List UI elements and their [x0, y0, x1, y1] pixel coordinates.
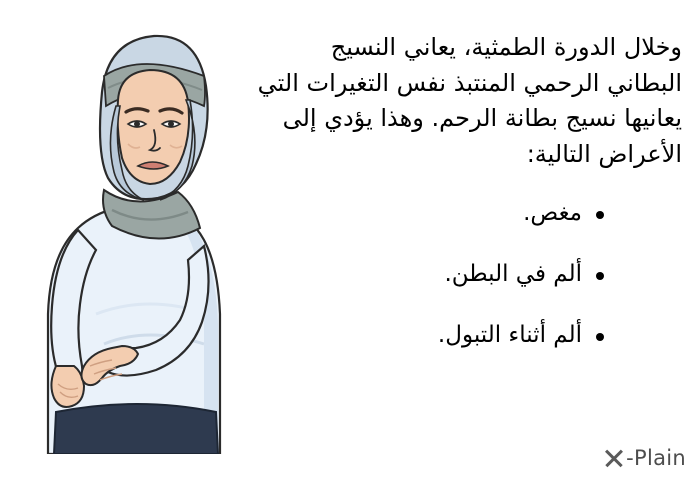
list-item — [252, 320, 682, 351]
body-paragraph: وخلال الدورة الطمثية، يعاني النسيج البطاني الرحمي المنتبذ نفس التغيرات التي يعانيها نسيج بطانة الرحم. وهذا يؤدي إلى الأعراض التالية: — [257, 33, 682, 168]
list-item-label: ألم في البطن. — [444, 261, 582, 288]
bullet-dot-icon — [596, 333, 604, 341]
illustration-woman-in-hijab-holding-abdomen — [8, 14, 258, 454]
list-item — [252, 198, 682, 229]
content-text-column — [252, 30, 682, 381]
list-item — [252, 259, 682, 290]
x-icon — [603, 447, 625, 469]
brand-logo-text: -Plain — [626, 446, 686, 470]
list-item-label: مغص. — [523, 200, 582, 227]
list-item-label: ألم أثناء التبول. — [437, 322, 582, 349]
bullet-dot-icon — [596, 272, 604, 280]
bullet-dot-icon — [596, 211, 604, 219]
symptom-list — [252, 198, 682, 351]
brand-logo — [603, 446, 686, 470]
